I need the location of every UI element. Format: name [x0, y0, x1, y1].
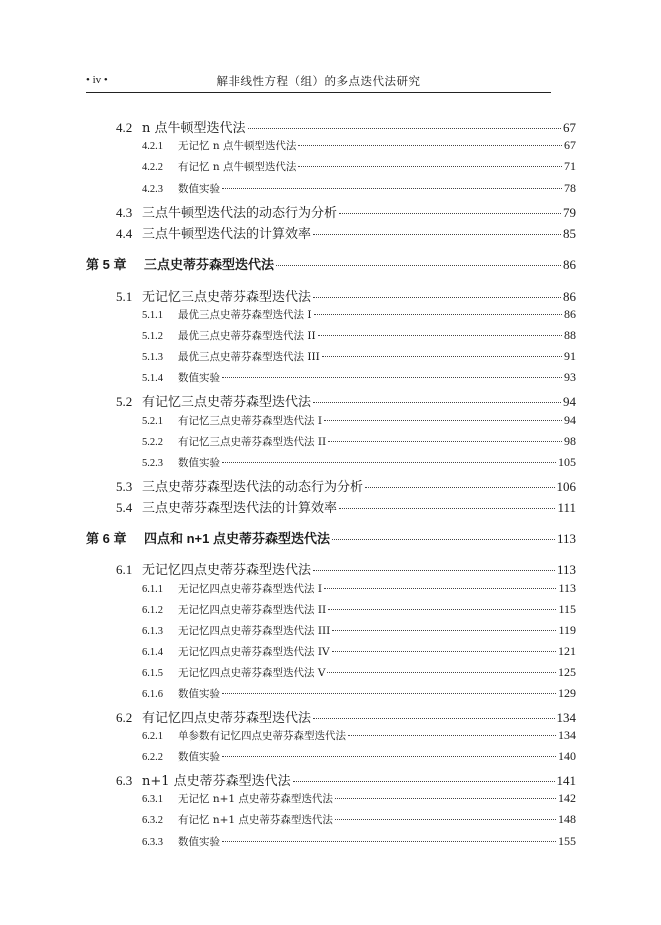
toc-entry-title: 无记忆四点史蒂芬森型迭代法 V — [178, 667, 326, 679]
toc-entry-number: 5.2 — [116, 394, 133, 409]
toc-entry-number: 6.2 — [116, 710, 133, 725]
toc-entry-title: 数值实验 — [178, 372, 220, 384]
toc-entry-sub[interactable] — [0, 728, 661, 743]
dot-leader — [222, 756, 556, 757]
toc-entry-title: 数值实验 — [178, 457, 220, 469]
dot-leader — [314, 314, 563, 315]
toc-entry-page: 86 — [563, 289, 576, 304]
toc-entry-number: 4.4 — [116, 226, 133, 241]
toc-entry-chapter[interactable] — [0, 528, 661, 547]
toc-entry-number: 5.1.2 — [142, 331, 163, 342]
toc-entry-page: 88 — [564, 328, 576, 342]
toc-entry-title: 三点牛顿型迭代法的计算效率 — [142, 227, 312, 242]
dot-leader — [328, 609, 556, 610]
toc-entry-page: 105 — [558, 455, 576, 469]
toc-entry-number: 6.1.5 — [142, 668, 163, 679]
toc-entry-page: 148 — [558, 812, 576, 826]
dot-leader — [339, 213, 561, 214]
toc-entry-number: 5.4 — [116, 500, 133, 515]
toc-entry-page: 129 — [558, 686, 576, 700]
toc-entry-sub[interactable] — [0, 686, 661, 701]
dot-leader — [332, 651, 556, 652]
toc-entry-number: 4.2 — [116, 120, 133, 135]
dot-leader — [324, 588, 556, 589]
toc-entry-sub[interactable] — [0, 349, 661, 364]
toc-entry-page: 125 — [558, 665, 576, 679]
toc-entry-sub[interactable] — [0, 370, 661, 385]
toc-entry-number: 4.3 — [116, 205, 133, 220]
toc-entry-number: 6.3.1 — [142, 794, 163, 805]
toc-entry-title: 三点史蒂芬森型迭代法 — [144, 257, 275, 272]
toc-entry-number: 6.3 — [116, 773, 133, 788]
toc-entry-page: 121 — [558, 644, 576, 658]
toc-entry-title: n+1 点史蒂芬森型迭代法 — [142, 774, 291, 789]
dot-leader — [335, 819, 556, 820]
toc-entry-page: 67 — [563, 120, 576, 135]
toc-entry-sub[interactable] — [0, 749, 661, 764]
toc-entry-page: 93 — [564, 370, 576, 384]
dot-leader — [322, 356, 562, 357]
toc-entry-title: 无记忆四点史蒂芬森型迭代法 IV — [178, 646, 330, 658]
page-number-label: • iv • — [86, 74, 108, 86]
toc-entry-number: 6.1.3 — [142, 626, 163, 637]
dot-leader — [276, 265, 561, 266]
toc-entry-page: 111 — [557, 500, 576, 515]
toc-entry-title: 单参数有记忆四点史蒂芬森型迭代法 — [178, 730, 346, 742]
toc-entry-number: 5.1 — [116, 289, 133, 304]
toc-entry-page: 113 — [556, 562, 576, 577]
dot-leader — [222, 462, 556, 463]
toc-entry-number: 5.1.3 — [142, 352, 163, 363]
toc-entry-sub[interactable] — [0, 834, 661, 849]
dot-leader — [335, 798, 556, 799]
dot-leader — [332, 539, 555, 540]
toc-entry-title: 数值实验 — [178, 688, 220, 700]
dot-leader — [324, 420, 562, 421]
toc-entry-page: 141 — [556, 773, 576, 788]
dot-leader — [313, 234, 561, 235]
dot-leader — [313, 402, 561, 403]
toc-entry-title: 三点牛顿型迭代法的动态行为分析 — [142, 206, 338, 221]
dot-leader — [339, 508, 555, 509]
toc-entry-page: 86 — [564, 307, 576, 321]
toc-entry-page: 85 — [563, 226, 576, 241]
toc-entry-number: 第 5 章 — [86, 257, 127, 272]
toc-entry-number: 6.2.2 — [142, 752, 163, 763]
dot-leader — [222, 377, 562, 378]
toc-entry-page: 86 — [563, 257, 576, 272]
toc-entry-title: 无记忆四点史蒂芬森型迭代法 II — [178, 604, 327, 616]
toc-entry-page: 91 — [564, 349, 576, 363]
dot-leader — [328, 441, 562, 442]
dot-leader — [293, 781, 555, 782]
toc-entry-title: 最优三点史蒂芬森型迭代法 II — [178, 330, 316, 342]
toc-entry-page: 67 — [564, 138, 576, 152]
running-title: 解非线性方程（组）的多点迭代法研究 — [216, 74, 421, 88]
toc-entry-sub[interactable] — [0, 623, 661, 638]
toc-entry-title: 有记忆四点史蒂芬森型迭代法 — [142, 711, 312, 726]
toc-entry-title: 无记忆三点史蒂芬森型迭代法 — [142, 290, 312, 305]
toc-entry-section[interactable] — [0, 391, 661, 410]
toc-entry-title: 最优三点史蒂芬森型迭代法 III — [178, 351, 320, 363]
toc-entry-section[interactable] — [0, 559, 661, 578]
toc-entry-section[interactable] — [0, 770, 661, 789]
dot-leader — [298, 145, 562, 146]
toc-entry-page: 113 — [556, 531, 576, 546]
toc-entry-page: 134 — [556, 710, 576, 725]
toc-entry-number: 6.3.2 — [142, 815, 163, 826]
toc-entry-page: 115 — [558, 602, 576, 616]
toc-entry-title: 有记忆 n+1 点史蒂芬森型迭代法 — [178, 814, 333, 826]
dot-leader — [313, 718, 554, 719]
toc-entry-page: 94 — [564, 413, 576, 427]
toc-entry-number: 5.1.1 — [142, 310, 163, 321]
toc-entry-number: 6.2.1 — [142, 731, 163, 742]
toc-entry-sub[interactable] — [0, 602, 661, 617]
toc-entry-number: 5.2.2 — [142, 437, 163, 448]
dot-leader — [332, 630, 556, 631]
toc-entry-sub[interactable] — [0, 138, 661, 153]
toc-entry-sub[interactable] — [0, 307, 661, 322]
toc-entry-sub[interactable] — [0, 159, 661, 174]
toc-entry-page: 155 — [558, 834, 576, 848]
toc-entry-title: 无记忆 n 点牛顿型迭代法 — [178, 140, 297, 152]
toc-entry-sub[interactable] — [0, 328, 661, 343]
toc-entry-sub[interactable] — [0, 581, 661, 596]
toc-entry-title: n 点牛顿型迭代法 — [142, 121, 246, 136]
toc-entry-sub[interactable] — [0, 181, 661, 196]
toc-entry-title: 无记忆 n+1 点史蒂芬森型迭代法 — [178, 793, 333, 805]
toc-entry-title: 无记忆四点史蒂芬森型迭代法 I — [178, 583, 322, 595]
toc-entry-section[interactable] — [0, 223, 661, 242]
toc-entry-title: 有记忆 n 点牛顿型迭代法 — [178, 161, 297, 173]
toc-entry-title: 有记忆三点史蒂芬森型迭代法 — [142, 395, 312, 410]
dot-leader — [313, 297, 561, 298]
toc-entry-page: 78 — [564, 181, 576, 195]
toc-entry-title: 四点和 n+1 点史蒂芬森型迭代法 — [144, 531, 330, 546]
toc-entry-number: 6.1.4 — [142, 647, 163, 658]
dot-leader — [248, 128, 561, 129]
dot-leader — [318, 335, 562, 336]
toc-entry-sub[interactable] — [0, 413, 661, 428]
dot-leader — [348, 735, 556, 736]
running-header — [86, 70, 551, 93]
toc-entry-page: 79 — [563, 205, 576, 220]
dot-leader — [327, 672, 556, 673]
toc-entry-title: 最优三点史蒂芬森型迭代法 I — [178, 309, 312, 321]
dot-leader — [298, 166, 562, 167]
toc-entry-title: 有记忆三点史蒂芬森型迭代法 II — [178, 436, 327, 448]
toc-entry-page: 94 — [563, 394, 576, 409]
toc-entry-number: 6.1.6 — [142, 689, 163, 700]
toc-entry-section[interactable] — [0, 707, 661, 726]
dot-leader — [365, 487, 554, 488]
toc-entry-number: 6.1.1 — [142, 584, 163, 595]
toc-entry-title: 数值实验 — [178, 751, 220, 763]
toc-entry-title: 无记忆四点史蒂芬森型迭代法 — [142, 563, 312, 578]
toc-entry-chapter[interactable] — [0, 254, 661, 273]
toc-entry-sub[interactable] — [0, 665, 661, 680]
toc-entry-section[interactable] — [0, 117, 661, 136]
toc-entry-page: 119 — [558, 623, 576, 637]
toc-entry-sub[interactable] — [0, 644, 661, 659]
toc-entry-sub[interactable] — [0, 812, 661, 827]
toc-entry-number: 5.2.3 — [142, 458, 163, 469]
toc-entry-title: 有记忆三点史蒂芬森型迭代法 I — [178, 415, 322, 427]
toc-entry-page: 98 — [564, 434, 576, 448]
toc-entry-page: 71 — [564, 159, 576, 173]
toc-entry-number: 第 6 章 — [86, 531, 127, 546]
toc-entry-number: 5.1.4 — [142, 373, 163, 384]
dot-leader — [222, 841, 556, 842]
toc-entry-title: 三点史蒂芬森型迭代法的计算效率 — [142, 501, 338, 516]
toc-entry-title: 三点史蒂芬森型迭代法的动态行为分析 — [142, 480, 364, 495]
toc-entry-number: 4.2.2 — [142, 162, 163, 173]
toc-entry-number: 6.1.2 — [142, 605, 163, 616]
toc-entry-page: 140 — [558, 749, 576, 763]
toc-entry-page: 134 — [558, 728, 576, 742]
toc-entry-number: 5.2.1 — [142, 416, 163, 427]
toc-entry-sub[interactable] — [0, 455, 661, 470]
toc-entry-page: 106 — [556, 479, 576, 494]
toc-entry-title: 数值实验 — [178, 183, 220, 195]
toc-entry-page: 113 — [558, 581, 576, 595]
dot-leader — [313, 570, 555, 571]
toc-entry-section[interactable] — [0, 202, 661, 221]
toc-entry-number: 6.3.3 — [142, 837, 163, 848]
toc-entry-number: 5.3 — [116, 479, 133, 494]
dot-leader — [222, 188, 562, 189]
toc-entry-page: 142 — [558, 791, 576, 805]
toc-entry-section[interactable] — [0, 286, 661, 305]
toc-entry-number: 6.1 — [116, 562, 133, 577]
toc-entry-section[interactable] — [0, 476, 661, 495]
toc-entry-sub[interactable] — [0, 791, 661, 806]
toc-entry-number: 4.2.1 — [142, 141, 163, 152]
toc-entry-title: 数值实验 — [178, 836, 220, 848]
toc-entry-section[interactable] — [0, 497, 661, 516]
dot-leader — [222, 693, 556, 694]
toc-entry-number: 4.2.3 — [142, 184, 163, 195]
toc-entry-title: 无记忆四点史蒂芬森型迭代法 III — [178, 625, 331, 637]
toc-entry-sub[interactable] — [0, 434, 661, 449]
